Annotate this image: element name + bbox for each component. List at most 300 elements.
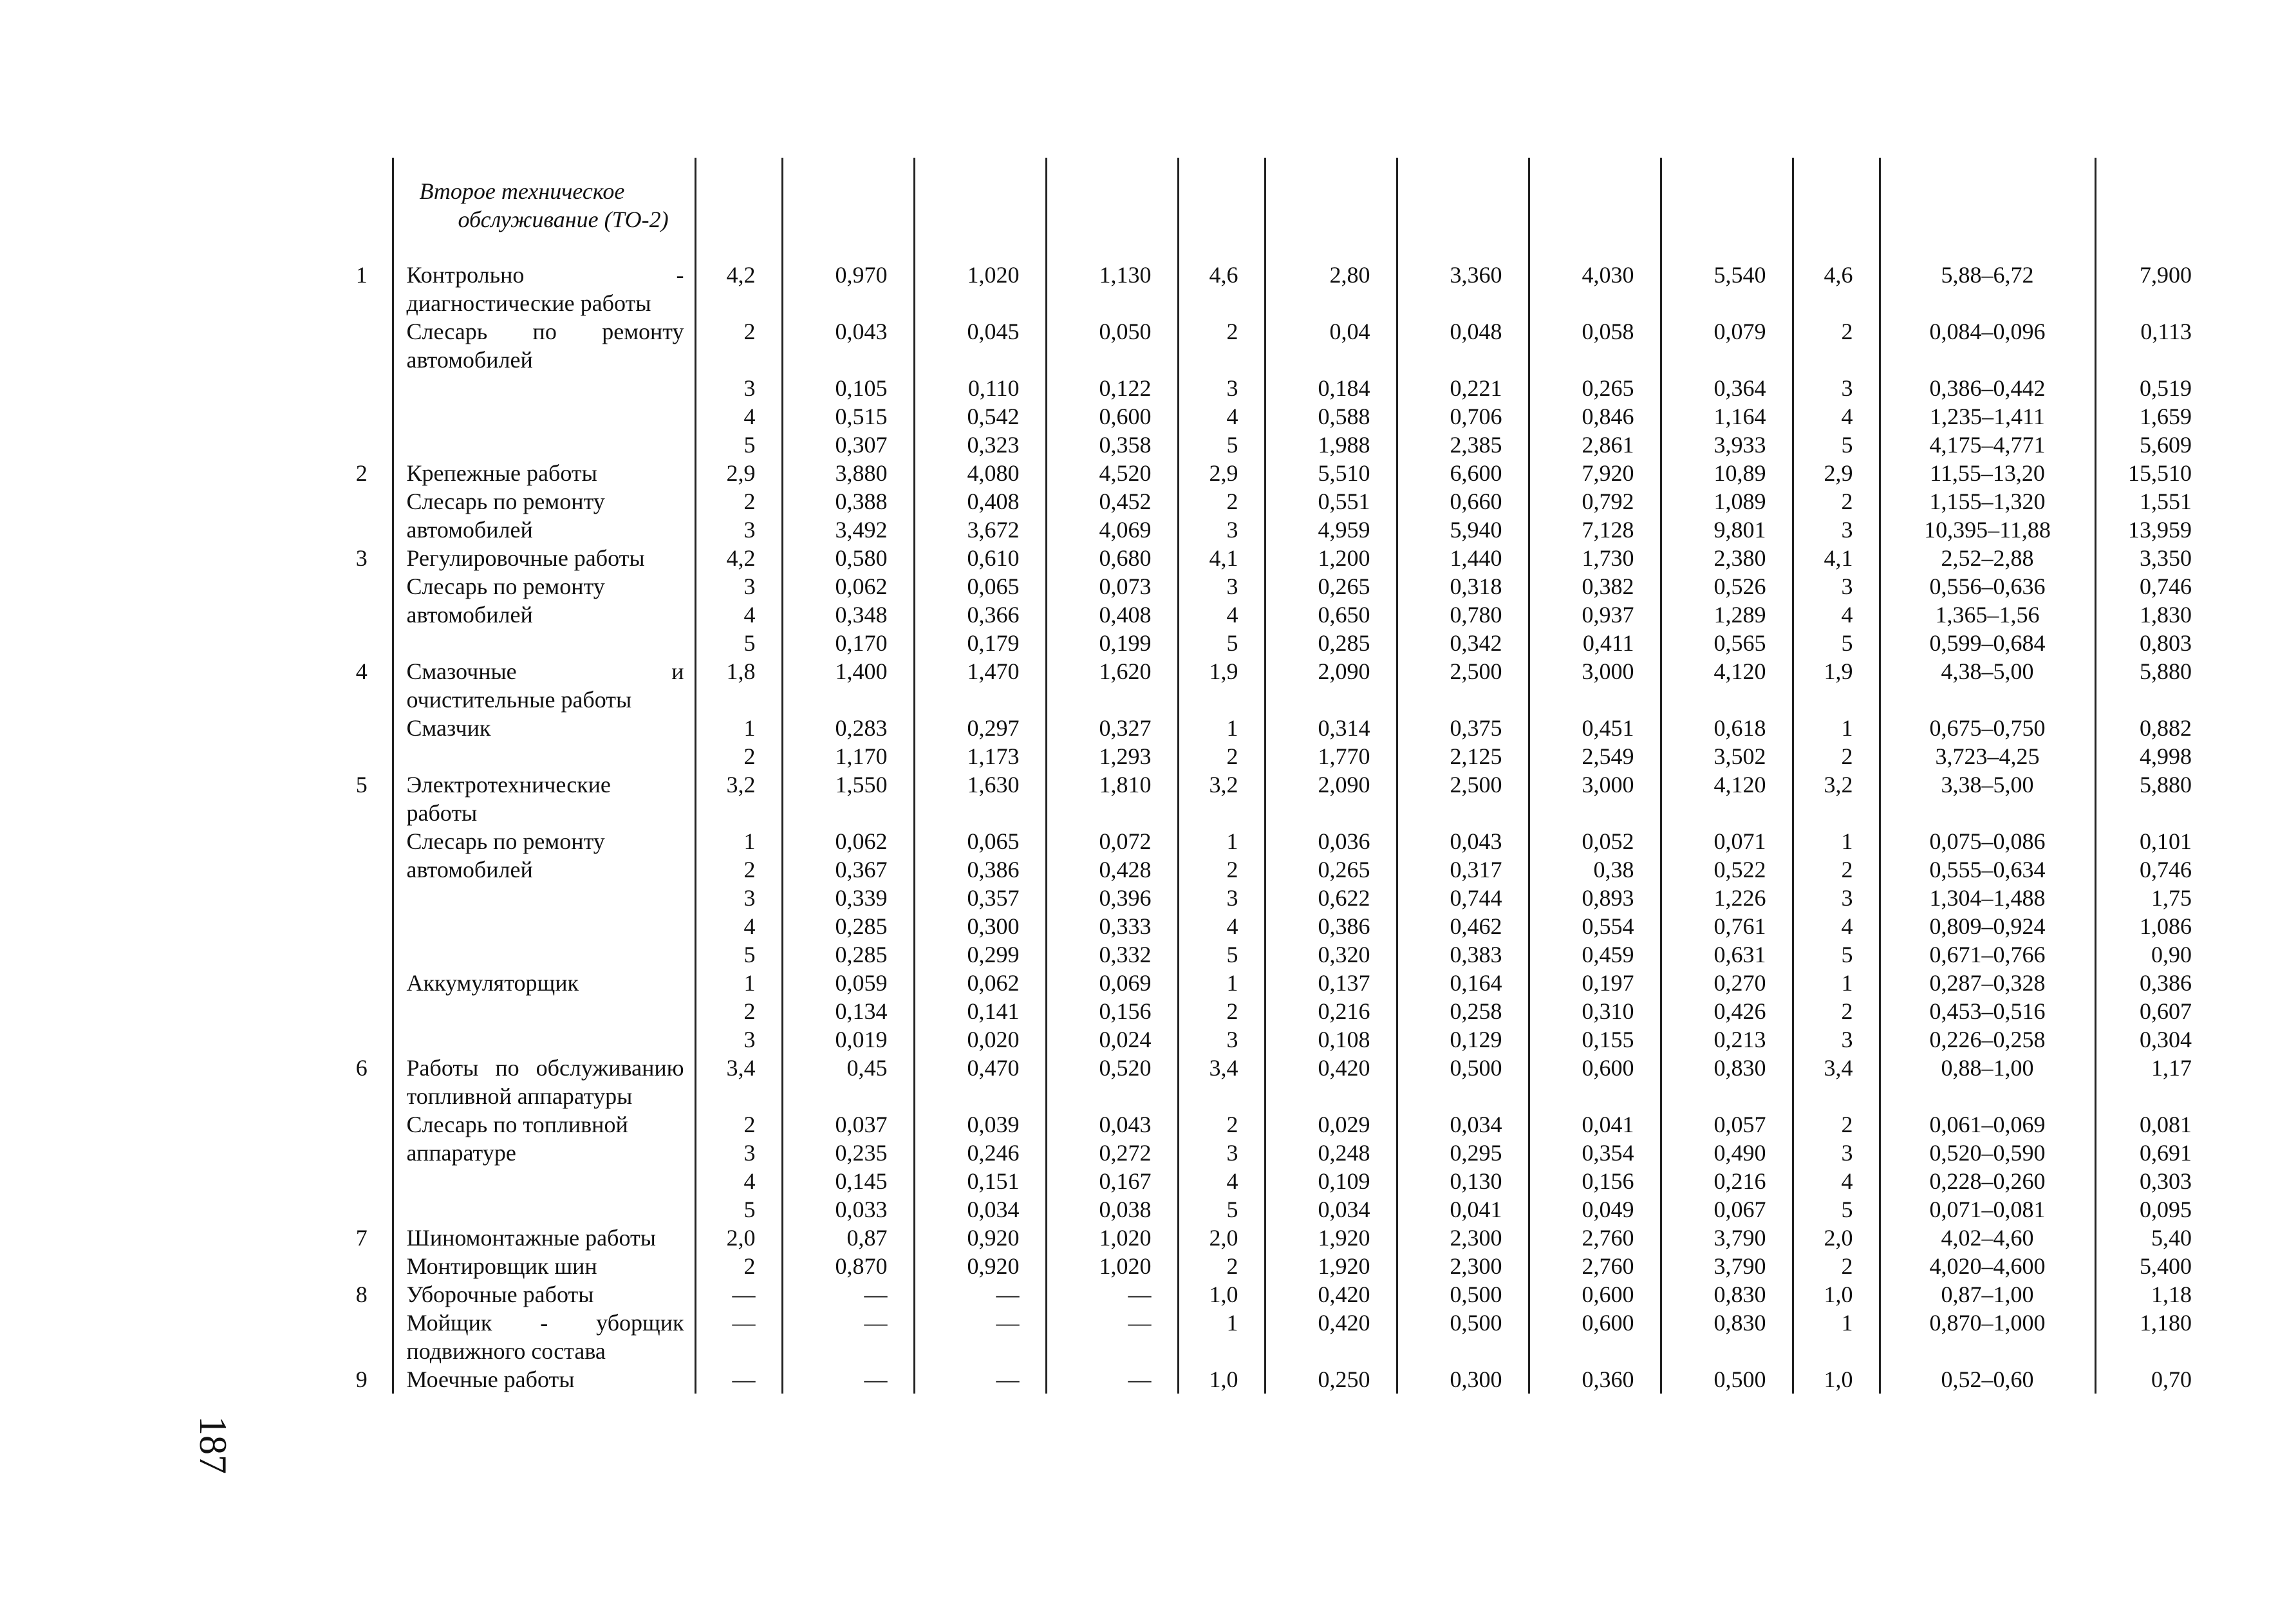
category-b-cell: 3 [1178,884,1265,912]
work-name-cell: Аккумуляторщик [393,969,695,997]
value-a1-cell: 3,880 [782,459,914,487]
category-c-cell: 2 [1793,1252,1880,1280]
item-number-cell: 6 [355,1055,368,1081]
value-a2-cell: 0,062 [914,969,1046,997]
value-b4-cell: 0,631 [1661,940,1793,969]
category-c-cell: 2 [1793,487,1880,516]
value-c-cell: 5,880 [2095,657,2198,714]
value-a3-cell: 1,020 [1046,1224,1178,1252]
value-b1-cell: 1,200 [1265,544,1397,572]
range-value-cell: 1,365–1,56 [1880,601,2095,629]
category-c-cell: 4 [1793,601,1880,629]
range-value-cell: 4,020–4,600 [1880,1252,2095,1280]
item-number-cell: 4 [355,658,368,684]
category-c-cell: 3 [1793,884,1880,912]
category-b-cell: 3 [1178,516,1265,544]
item-number-cell: 2 [355,460,368,486]
value-a1-cell: 0,580 [782,544,914,572]
range-value-cell: 0,075–0,086 [1880,827,2095,855]
category-c-cell: 1 [1793,827,1880,855]
range-value-cell: 0,52–0,60 [1880,1365,2095,1394]
value-a2-cell: 0,920 [914,1252,1046,1280]
value-b3-cell: 1,730 [1529,544,1661,572]
item-number-cell [331,969,393,997]
work-name-cell [393,1195,695,1224]
item-number-cell [331,1309,393,1365]
value-b4-cell: 2,380 [1661,544,1793,572]
value-b1-cell: 2,090 [1265,657,1397,714]
value-a3-cell: 0,680 [1046,544,1178,572]
range-value-cell: 0,555–0,634 [1880,855,2095,884]
range-value-cell: 0,071–0,081 [1880,1195,2095,1224]
value-a1-cell: 1,170 [782,742,914,770]
value-a2-cell: 0,065 [914,827,1046,855]
value-b3-cell: 0,197 [1529,969,1661,997]
value-a2-cell: 0,610 [914,544,1046,572]
table-row [331,1309,2198,1365]
value-a1-cell: 0,367 [782,855,914,884]
value-b2-cell: 2,125 [1397,742,1529,770]
value-a3-cell: 0,396 [1046,884,1178,912]
value-b1-cell: 0,137 [1265,969,1397,997]
value-a3-cell: 0,327 [1046,714,1178,742]
value-a3-cell: 1,293 [1046,742,1178,770]
value-a1-cell: 0,870 [782,1252,914,1280]
value-c-cell: 3,350 [2095,544,2198,572]
value-a2-cell: 0,151 [914,1167,1046,1195]
work-name-cell: Уборочные работы [393,1280,695,1309]
table-body [331,158,2198,1394]
value-c-cell: 0,304 [2095,1025,2198,1054]
value-a3-cell: 0,600 [1046,402,1178,431]
category-c-cell: 4 [1793,402,1880,431]
value-b3-cell: 0,041 [1529,1110,1661,1139]
value-a2-cell: 0,323 [914,431,1046,459]
work-name-cell [393,742,695,770]
work-name-cell: автомобилей [393,855,695,884]
item-number-cell [331,629,393,657]
value-b3-cell: 0,554 [1529,912,1661,940]
value-b1-cell: 0,588 [1265,402,1397,431]
range-value-cell: 4,02–4,60 [1880,1224,2095,1252]
value-b4-cell: 4,120 [1661,770,1793,827]
value-a3-cell: 0,073 [1046,572,1178,601]
category-b-cell: 2 [1178,317,1265,374]
range-value-cell: 1,155–1,320 [1880,487,2095,516]
value-a3-cell: 0,156 [1046,997,1178,1025]
value-c-cell: 0,691 [2095,1139,2198,1167]
value-b4-cell: 0,426 [1661,997,1793,1025]
value-b2-cell: 0,744 [1397,884,1529,912]
value-c-cell: 4,998 [2095,742,2198,770]
work-name-cell [393,884,695,912]
value-b2-cell: 0,164 [1397,969,1529,997]
value-c-cell: 0,746 [2095,572,2198,601]
work-name-cell: Смазочные и очистительные работы [393,657,695,714]
item-number-cell [331,1110,393,1139]
value-b2-cell: 0,383 [1397,940,1529,969]
value-b4-cell: 0,067 [1661,1195,1793,1224]
work-name-cell: Слесарь по ремонту [393,487,695,516]
value-a2-cell: 1,173 [914,742,1046,770]
value-b4-cell: 0,761 [1661,912,1793,940]
value-c-cell: 5,400 [2095,1252,2198,1280]
table-row [331,1252,2198,1280]
item-number-cell [331,1252,393,1280]
value-b2-cell: 0,375 [1397,714,1529,742]
value-b1-cell: 1,920 [1265,1252,1397,1280]
category-b-cell: 5 [1178,1195,1265,1224]
item-number-cell [331,572,393,601]
value-c-cell: 0,303 [2095,1167,2198,1195]
table-row [331,827,2198,855]
value-a1-cell: 0,45 [782,1054,914,1110]
value-c-cell: 0,386 [2095,969,2198,997]
value-a3-cell: 0,043 [1046,1110,1178,1139]
category-c-cell: 5 [1793,629,1880,657]
value-b2-cell: 0,221 [1397,374,1529,402]
category-b-cell: 4,1 [1178,544,1265,572]
value-b2-cell: 0,130 [1397,1167,1529,1195]
table-row [331,516,2198,544]
table-row [331,317,2198,374]
value-b1-cell: 0,650 [1265,601,1397,629]
value-c-cell: 15,510 [2095,459,2198,487]
work-name-cell: Монтировщик шин [393,1252,695,1280]
value-b4-cell: 0,364 [1661,374,1793,402]
value-a2-cell: 1,020 [914,261,1046,317]
work-name-cell: Слесарь по ремонту [393,572,695,601]
value-b1-cell: 0,036 [1265,827,1397,855]
value-a3-cell: 0,038 [1046,1195,1178,1224]
value-b3-cell: 0,156 [1529,1167,1661,1195]
value-b3-cell: 0,360 [1529,1365,1661,1394]
value-b4-cell: 0,830 [1661,1309,1793,1365]
value-a3-cell: 0,167 [1046,1167,1178,1195]
category-cell: 2 [695,997,782,1025]
value-a2-cell: 0,034 [914,1195,1046,1224]
work-name-cell [393,431,695,459]
category-cell: 3 [695,516,782,544]
value-a2-cell: 0,542 [914,402,1046,431]
item-number-cell [331,402,393,431]
item-number-cell [331,317,393,374]
category-cell: 1 [695,969,782,997]
category-cell: 2 [695,487,782,516]
value-b1-cell: 0,622 [1265,884,1397,912]
range-value-cell: 0,87–1,00 [1880,1280,2095,1309]
value-b3-cell: 2,760 [1529,1224,1661,1252]
category-cell: 3 [695,884,782,912]
category-b-cell: 4,6 [1178,261,1265,317]
value-b4-cell: 0,270 [1661,969,1793,997]
range-value-cell: 4,175–4,771 [1880,431,2095,459]
value-c-cell: 1,17 [2095,1054,2198,1110]
value-a2-cell: 1,470 [914,657,1046,714]
value-c-cell: 0,113 [2095,317,2198,374]
value-c-cell: 1,551 [2095,487,2198,516]
range-value-cell: 11,55–13,20 [1880,459,2095,487]
value-a3-cell: 0,272 [1046,1139,1178,1167]
table-row [331,402,2198,431]
value-b2-cell: 2,385 [1397,431,1529,459]
value-a2-cell: — [914,1365,1046,1394]
value-b2-cell: 0,043 [1397,827,1529,855]
value-a1-cell: 0,87 [782,1224,914,1252]
category-b-cell: 2 [1178,1252,1265,1280]
table-row [331,657,2198,714]
category-cell: 5 [695,431,782,459]
table-row [331,1139,2198,1167]
work-name-cell: Шиномонтажные работы [393,1224,695,1252]
value-b4-cell: 0,565 [1661,629,1793,657]
value-a1-cell: 0,105 [782,374,914,402]
value-a1-cell: 0,388 [782,487,914,516]
value-a1-cell: 3,492 [782,516,914,544]
value-a3-cell: 0,072 [1046,827,1178,855]
value-b3-cell: 3,000 [1529,770,1661,827]
value-a1-cell: 0,037 [782,1110,914,1139]
category-c-cell: 4,6 [1793,261,1880,317]
work-name-cell [393,629,695,657]
value-a3-cell: 0,520 [1046,1054,1178,1110]
value-b2-cell: 0,500 [1397,1309,1529,1365]
category-cell: 3,4 [695,1054,782,1110]
category-b-cell: 3 [1178,1025,1265,1054]
value-a1-cell: 0,339 [782,884,914,912]
category-cell: 3 [695,1025,782,1054]
item-number-cell [331,884,393,912]
item-number-cell [331,1167,393,1195]
value-b4-cell: 5,540 [1661,261,1793,317]
value-a2-cell: 0,039 [914,1110,1046,1139]
value-b1-cell: 0,420 [1265,1054,1397,1110]
value-b1-cell: 0,109 [1265,1167,1397,1195]
value-b4-cell: 0,079 [1661,317,1793,374]
value-b1-cell: 1,770 [1265,742,1397,770]
work-name-cell: Работы по обслуживанию топливной аппаратуры [393,1054,695,1110]
table-row [331,742,2198,770]
category-c-cell: 1,9 [1793,657,1880,714]
category-b-cell: 3 [1178,572,1265,601]
value-b1-cell: 0,034 [1265,1195,1397,1224]
category-b-cell: 2 [1178,997,1265,1025]
value-a2-cell: 0,300 [914,912,1046,940]
category-b-cell: 1 [1178,714,1265,742]
value-a3-cell: 0,428 [1046,855,1178,884]
category-cell: 1 [695,827,782,855]
value-b3-cell: 0,310 [1529,997,1661,1025]
value-a1-cell: — [782,1280,914,1309]
value-a2-cell: 0,920 [914,1224,1046,1252]
value-c-cell: 7,900 [2095,261,2198,317]
value-b3-cell: 0,893 [1529,884,1661,912]
range-value-cell: 3,723–4,25 [1880,742,2095,770]
category-c-cell: 1 [1793,969,1880,997]
category-c-cell: 3,2 [1793,770,1880,827]
value-c-cell: 5,880 [2095,770,2198,827]
value-a1-cell: 0,033 [782,1195,914,1224]
category-c-cell: 5 [1793,431,1880,459]
value-b2-cell: 0,500 [1397,1280,1529,1309]
category-c-cell: 5 [1793,1195,1880,1224]
category-b-cell: 2 [1178,487,1265,516]
table-row [331,487,2198,516]
category-cell: 2 [695,1110,782,1139]
value-a1-cell: 0,970 [782,261,914,317]
value-a1-cell: 0,348 [782,601,914,629]
range-value-cell: 0,599–0,684 [1880,629,2095,657]
work-name-cell: автомобилей [393,516,695,544]
value-b1-cell: 2,090 [1265,770,1397,827]
value-a3-cell: 0,358 [1046,431,1178,459]
value-c-cell: 0,803 [2095,629,2198,657]
category-cell: 3 [695,374,782,402]
category-b-cell: 3,4 [1178,1054,1265,1110]
value-a2-cell: 0,141 [914,997,1046,1025]
value-c-cell: 1,18 [2095,1280,2198,1309]
work-name-cell [393,374,695,402]
value-c-cell: 0,607 [2095,997,2198,1025]
value-a2-cell: 0,179 [914,629,1046,657]
labor-norms-table [331,158,2198,1394]
category-cell: 3 [695,572,782,601]
value-a1-cell: 0,235 [782,1139,914,1167]
value-a3-cell: — [1046,1309,1178,1365]
value-a1-cell: 0,043 [782,317,914,374]
value-b1-cell: 0,314 [1265,714,1397,742]
category-b-cell: 5 [1178,431,1265,459]
category-b-cell: 1 [1178,1309,1265,1365]
value-b1-cell: 0,216 [1265,997,1397,1025]
category-c-cell: 5 [1793,940,1880,969]
value-a3-cell: 0,332 [1046,940,1178,969]
value-b4-cell: 1,289 [1661,601,1793,629]
value-b3-cell: 0,937 [1529,601,1661,629]
category-c-cell: 1,0 [1793,1280,1880,1309]
work-name-cell [393,940,695,969]
range-value-cell: 0,084–0,096 [1880,317,2095,374]
value-a1-cell: 0,134 [782,997,914,1025]
value-b4-cell: 0,522 [1661,855,1793,884]
value-b2-cell: 0,129 [1397,1025,1529,1054]
value-b3-cell: 3,000 [1529,657,1661,714]
value-b1-cell: 0,285 [1265,629,1397,657]
value-b1-cell: 0,248 [1265,1139,1397,1167]
work-name-cell: Крепежные работы [393,459,695,487]
value-a2-cell: 0,045 [914,317,1046,374]
table-row [331,969,2198,997]
category-cell: 2 [695,317,782,374]
value-c-cell: 1,659 [2095,402,2198,431]
value-b3-cell: 0,451 [1529,714,1661,742]
work-name-cell [393,402,695,431]
value-a3-cell: 1,020 [1046,1252,1178,1280]
range-value-cell: 5,88–6,72 [1880,261,2095,317]
item-number-cell [331,1195,393,1224]
item-number-cell: 5 [355,772,368,798]
value-a1-cell: — [782,1309,914,1365]
value-a3-cell: 0,069 [1046,969,1178,997]
item-number-cell: 3 [355,545,368,571]
item-number-cell [331,827,393,855]
value-b1-cell: 5,510 [1265,459,1397,487]
category-cell: 3,2 [695,770,782,827]
value-b3-cell: 0,600 [1529,1309,1661,1365]
category-c-cell: 4,1 [1793,544,1880,572]
category-c-cell: 2,0 [1793,1224,1880,1252]
value-b1-cell: 0,250 [1265,1365,1397,1394]
category-b-cell: 2 [1178,1110,1265,1139]
section-header-row [331,158,2198,261]
value-b1-cell: 0,420 [1265,1280,1397,1309]
item-number-cell [331,1025,393,1054]
value-b2-cell: 0,295 [1397,1139,1529,1167]
range-value-cell: 0,226–0,258 [1880,1025,2095,1054]
range-value-cell: 0,675–0,750 [1880,714,2095,742]
value-b4-cell: 1,226 [1661,884,1793,912]
item-number-cell [331,855,393,884]
value-b2-cell: 2,300 [1397,1252,1529,1280]
value-b4-cell: 0,216 [1661,1167,1793,1195]
table-row [331,940,2198,969]
table-row [331,912,2198,940]
work-name-cell: Смазчик [393,714,695,742]
value-a2-cell: 0,297 [914,714,1046,742]
category-c-cell: 2 [1793,855,1880,884]
value-a2-cell: 0,065 [914,572,1046,601]
value-a2-cell: 0,408 [914,487,1046,516]
category-cell: 5 [695,940,782,969]
value-a3-cell: 0,199 [1046,629,1178,657]
value-a1-cell: — [782,1365,914,1394]
value-b2-cell: 0,780 [1397,601,1529,629]
value-a2-cell: — [914,1280,1046,1309]
page-number: 187 [192,1416,234,1474]
value-b2-cell: 0,034 [1397,1110,1529,1139]
value-a1-cell: 0,170 [782,629,914,657]
table-row [331,1167,2198,1195]
work-name-cell [393,1167,695,1195]
value-b2-cell: 2,500 [1397,657,1529,714]
value-b2-cell: 2,500 [1397,770,1529,827]
value-b3-cell: 0,38 [1529,855,1661,884]
range-value-cell: 10,395–11,88 [1880,516,2095,544]
value-a3-cell: — [1046,1280,1178,1309]
category-cell: 2,9 [695,459,782,487]
value-a3-cell: 1,810 [1046,770,1178,827]
value-a2-cell: 0,386 [914,855,1046,884]
category-b-cell: 2 [1178,855,1265,884]
value-b4-cell: 0,526 [1661,572,1793,601]
value-b4-cell: 0,057 [1661,1110,1793,1139]
range-value-cell: 0,809–0,924 [1880,912,2095,940]
category-b-cell: 2,9 [1178,459,1265,487]
category-c-cell: 1 [1793,714,1880,742]
value-b4-cell: 10,89 [1661,459,1793,487]
category-c-cell: 3 [1793,516,1880,544]
item-number-cell [331,516,393,544]
category-c-cell: 4 [1793,912,1880,940]
value-b4-cell: 3,790 [1661,1252,1793,1280]
category-b-cell: 2,0 [1178,1224,1265,1252]
table-row [331,1054,2198,1110]
value-c-cell: 0,746 [2095,855,2198,884]
value-b3-cell: 0,049 [1529,1195,1661,1224]
table-row [331,261,2198,317]
item-number-cell [331,487,393,516]
table-row [331,544,2198,572]
